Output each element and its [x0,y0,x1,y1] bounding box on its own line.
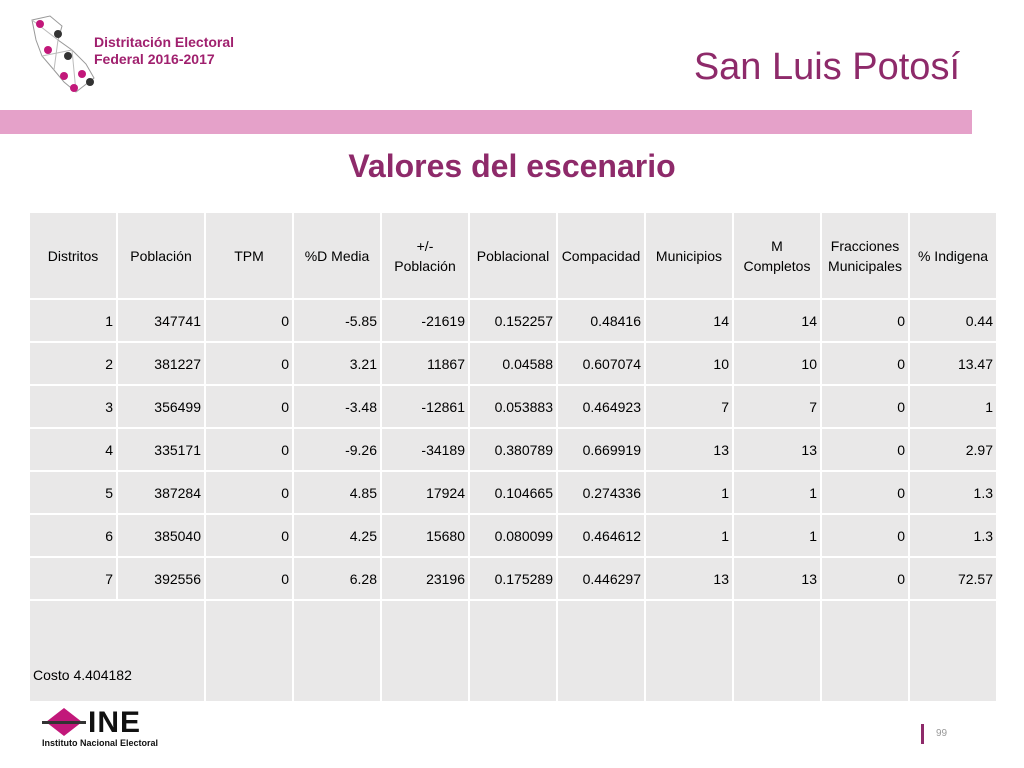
table-cell: 0.669919 [557,428,645,471]
table-cell: 0 [821,385,909,428]
table-cell: 4.25 [293,514,381,557]
ine-subtitle: Instituto Nacional Electoral [42,738,159,748]
table-cell: 1 [645,471,733,514]
column-header: Compacidad [557,212,645,299]
table-cell: 0.175289 [469,557,557,600]
empty-cell [293,600,381,702]
table-cell: 385040 [117,514,205,557]
table-cell: 10 [733,342,821,385]
table-row [29,385,997,428]
table-cell: 0 [821,471,909,514]
scenario-table [28,211,998,703]
logo-line2: Federal [94,51,144,67]
table-cell: 347741 [117,299,205,342]
table-cell: 10 [645,342,733,385]
page-separator [921,724,924,744]
table-row [29,299,997,342]
table-cell: 7 [645,385,733,428]
table-cell: 14 [645,299,733,342]
table-cell: 381227 [117,342,205,385]
table-cell: 0 [821,557,909,600]
table-cell: 1.3 [909,514,997,557]
column-header: Fracciones Municipales [821,212,909,299]
table-cell: 5 [29,471,117,514]
table-cell: 0.446297 [557,557,645,600]
empty-cell [645,600,733,702]
state-title: San Luis Potosí [693,46,960,88]
table-cell: -9.26 [293,428,381,471]
table-cell: 13 [733,557,821,600]
table-row [29,428,997,471]
table-cell: 0 [205,557,293,600]
table-cell: 7 [733,385,821,428]
table-cell: 1 [733,514,821,557]
page-title: Valores del escenario [348,148,676,184]
table-cell: 2 [29,342,117,385]
cost-row [29,600,997,702]
table-cell: 0.104665 [469,471,557,514]
header-bar [0,110,972,134]
table-cell: 14 [733,299,821,342]
table-cell: 0.464612 [557,514,645,557]
table-cell: 1 [29,299,117,342]
ine-logo [40,706,180,751]
table-cell: 0.053883 [469,385,557,428]
table-cell: 13.47 [909,342,997,385]
table-cell: 0.080099 [469,514,557,557]
table-cell: 15680 [381,514,469,557]
table-cell: -34189 [381,428,469,471]
table-cell: 0.464923 [557,385,645,428]
table-cell: 7 [29,557,117,600]
table-cell: -3.48 [293,385,381,428]
ine-wordmark: INE [88,706,142,739]
cost-label: Costo 4.404182 [29,600,205,702]
table-cell: 6.28 [293,557,381,600]
table-cell: 13 [645,557,733,600]
column-header: % Indigena [909,212,997,299]
table-cell: 0.44 [909,299,997,342]
table-row [29,514,997,557]
column-header: Municipios [645,212,733,299]
table-cell: 356499 [117,385,205,428]
table-cell: 0 [821,514,909,557]
table-cell: 1 [733,471,821,514]
column-header: TPM [205,212,293,299]
table-cell: 23196 [381,557,469,600]
table-cell: 387284 [117,471,205,514]
table-cell: 0 [205,299,293,342]
table-cell: 13 [645,428,733,471]
table-cell: -12861 [381,385,469,428]
table-cell: 0.380789 [469,428,557,471]
table-cell: 0.152257 [469,299,557,342]
table-cell: 0 [205,342,293,385]
table-cell: 1 [645,514,733,557]
table-cell: 1 [909,385,997,428]
empty-cell [821,600,909,702]
empty-cell [909,600,997,702]
empty-cell [733,600,821,702]
table-cell: -5.85 [293,299,381,342]
column-header: Distritos [29,212,117,299]
table-cell: 392556 [117,557,205,600]
table-cell: 4.85 [293,471,381,514]
table-cell: 0.04588 [469,342,557,385]
mexico-map-icon [28,12,98,102]
empty-cell [557,600,645,702]
table-cell: 11867 [381,342,469,385]
table-cell: 72.57 [909,557,997,600]
logo-line1: Distritación Electoral [94,34,235,50]
table-cell: 0.48416 [557,299,645,342]
table-cell: 0.607074 [557,342,645,385]
table-cell: 0 [821,428,909,471]
table-header-row [29,212,997,299]
table-cell: 335171 [117,428,205,471]
table-cell: 17924 [381,471,469,514]
distritacion-logo [28,12,278,102]
table-row [29,342,997,385]
ine-diamond-icon [42,708,86,738]
table-row [29,557,997,600]
table-cell: 6 [29,514,117,557]
table-cell: 0 [821,299,909,342]
column-header: %D Media [293,212,381,299]
empty-cell [381,600,469,702]
column-header: +/- Población [381,212,469,299]
page-number: 99 [936,728,948,739]
column-header: Poblacional [469,212,557,299]
table-cell: 0 [205,471,293,514]
table-cell: 0 [821,342,909,385]
table-cell: 2.97 [909,428,997,471]
logo-years: 2016-2017 [147,51,215,67]
table-cell: 0 [205,385,293,428]
table-cell: 1.3 [909,471,997,514]
table-cell: 4 [29,428,117,471]
table-cell: 0 [205,428,293,471]
table-cell: 3.21 [293,342,381,385]
empty-cell [469,600,557,702]
logo-text [94,34,234,68]
empty-cell [205,600,293,702]
column-header: M Completos [733,212,821,299]
table-row [29,471,997,514]
table-cell: 0.274336 [557,471,645,514]
table-cell: 13 [733,428,821,471]
table-cell: -21619 [381,299,469,342]
column-header: Población [117,212,205,299]
table-cell: 0 [205,514,293,557]
table-cell: 3 [29,385,117,428]
